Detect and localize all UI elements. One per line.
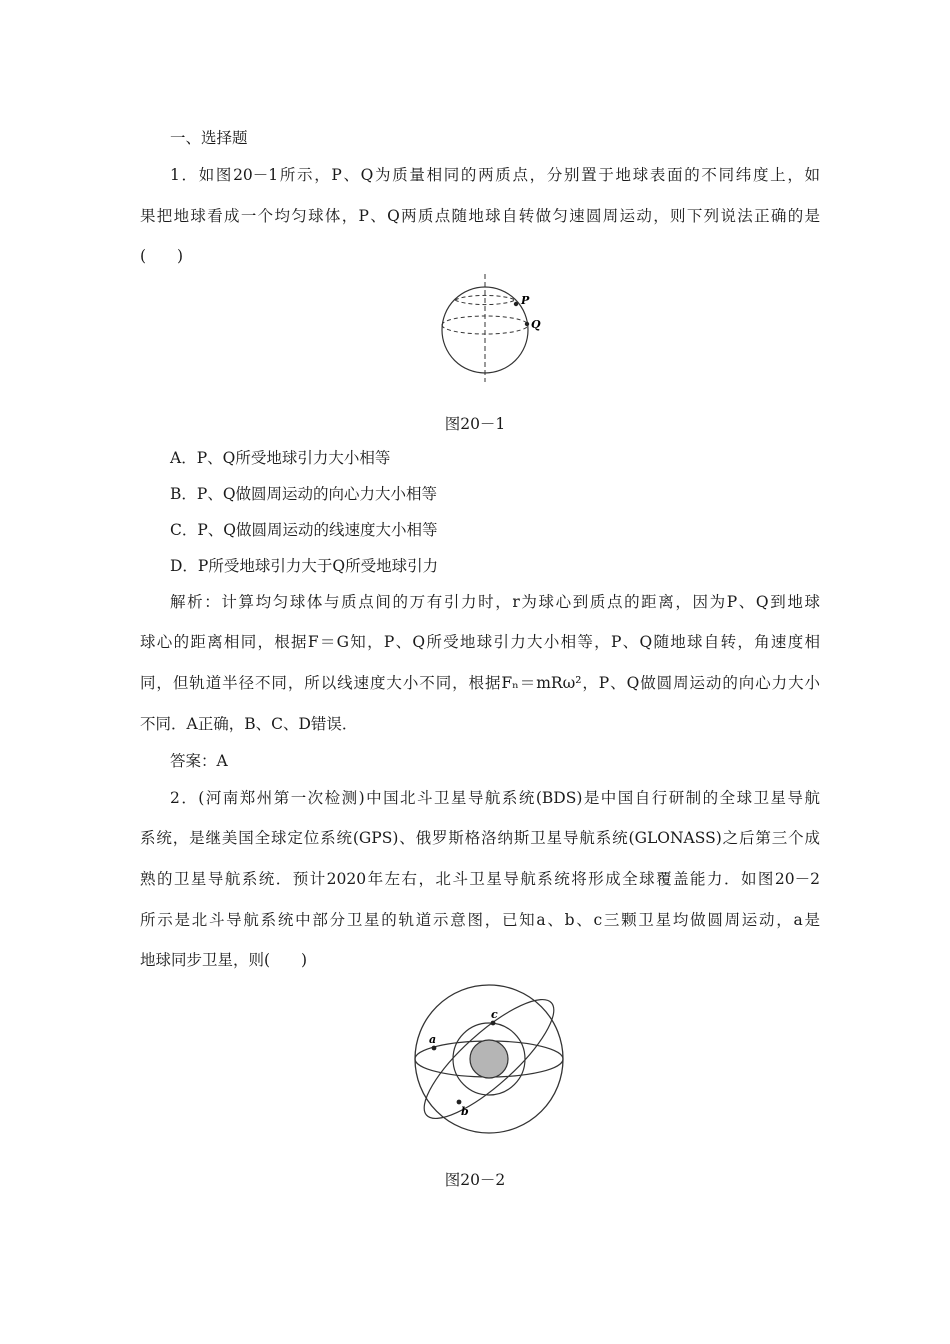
question-1-option-a: A．P、Q所受地球引力大小相等 xyxy=(170,449,391,467)
figure-20-1-earth-diagram xyxy=(430,270,560,385)
question-2-line-1: 2．(河南郑州第一次检测)中国北斗卫星导航系统(BDS)是中国自行研制的全球卫星导航 xyxy=(170,789,820,807)
point-q-dot xyxy=(525,322,529,326)
figure-20-2-caption: 图20－2 xyxy=(444,1171,506,1189)
question-1-analysis-line-4: 不同．A正确，B、C、D错误． xyxy=(140,715,358,733)
question-2-line-4: 所示是北斗导航系统中部分卫星的轨道示意图，已知a、b、c三颗卫星均做圆周运动，a是 xyxy=(140,911,820,929)
question-1-line-2: 果把地球看成一个均匀球体，P、Q两质点随地球自转做匀速圆周运动，则下列说法正确的是 xyxy=(140,207,820,225)
satellite-b-label: b xyxy=(461,1105,469,1118)
satellite-c-label: c xyxy=(491,1008,498,1021)
question-1-option-d: D．P所受地球引力大于Q所受地球引力 xyxy=(170,557,439,575)
section-title: 一、选择题 xyxy=(170,129,248,147)
point-p-dot xyxy=(514,302,518,306)
question-1-analysis-line-2: 球心的距离相同，根据F＝G知，P、Q所受地球引力大小相等，P、Q随地球自转，角速度相 xyxy=(140,633,820,651)
figure-20-2-satellite-orbits xyxy=(405,982,580,1142)
question-1-option-c: C．P、Q做圆周运动的线速度大小相等 xyxy=(170,521,438,539)
question-1-analysis-line-3: 同，但轨道半径不同，所以线速度大小不同，根据Fₙ＝mRω²，P、Q做圆周运动的向心力大小 xyxy=(140,674,820,692)
figure-20-1-caption: 图20－1 xyxy=(444,415,506,433)
satellite-a-dot xyxy=(432,1046,437,1051)
question-1-line-1: 1．如图20－1所示，P、Q为质量相同的两质点，分别置于地球表面的不同纬度上，如 xyxy=(170,166,820,184)
point-q-label: Q xyxy=(531,318,541,331)
question-2-line-2: 系统，是继美国全球定位系统(GPS)、俄罗斯格洛纳斯卫星导航系统(GLONASS)之后第三个成 xyxy=(140,829,820,847)
point-p-label: P xyxy=(521,294,530,307)
satellite-c-dot xyxy=(491,1021,496,1026)
question-1-analysis-line-1: 解析：计算均匀球体与质点间的万有引力时，r为球心到质点的距离，因为P、Q到地球 xyxy=(170,593,820,611)
question-1-line-3: ( ) xyxy=(140,247,184,265)
satellite-b-dot xyxy=(457,1100,462,1105)
satellite-a-label: a xyxy=(429,1033,437,1046)
earth xyxy=(470,1040,508,1078)
question-1-option-b: B．P、Q做圆周运动的向心力大小相等 xyxy=(170,485,438,503)
question-1-answer: 答案：A xyxy=(170,752,228,770)
question-2-line-5: 地球同步卫星，则( ) xyxy=(140,951,308,969)
question-2-line-3: 熟的卫星导航系统．预计2020年左右，北斗卫星导航系统将形成全球覆盖能力．如图20－2 xyxy=(140,870,820,888)
